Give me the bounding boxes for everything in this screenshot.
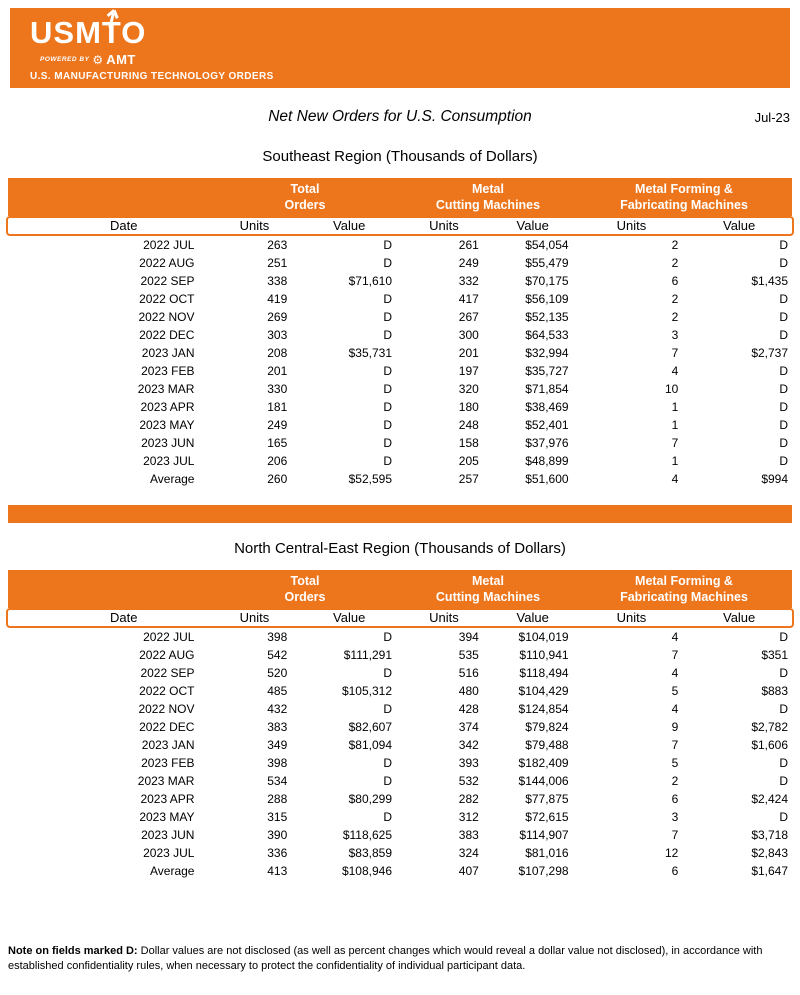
cell-total-units: 413: [267, 864, 288, 878]
powered-by-label: POWERED BY: [40, 56, 90, 63]
cell-cutting-value: $114,907: [519, 828, 569, 842]
group-header-line: Fabricating Machines: [620, 590, 748, 604]
cell-forming-value: D: [779, 774, 789, 788]
cell-total-value: D: [383, 382, 393, 396]
cell-date: Average: [150, 864, 195, 878]
cell-forming-units: 2: [671, 238, 679, 252]
column-header-row: [8, 218, 792, 234]
table-row: [8, 664, 792, 682]
cell-forming-value: D: [779, 292, 789, 306]
cell-cutting-units: 428: [458, 702, 479, 716]
cell-total-units: 208: [267, 346, 288, 360]
table-row: [8, 826, 792, 844]
table-row: [8, 718, 792, 736]
cell-total-units: 383: [267, 720, 288, 734]
cell-forming-units: 7: [671, 648, 679, 662]
group-header-line: Metal: [472, 182, 504, 196]
cell-cutting-value: $71,854: [525, 382, 569, 396]
cell-cutting-units: 249: [458, 256, 479, 270]
cell-total-value: D: [383, 630, 393, 644]
cell-date: 2022 JUL: [143, 238, 195, 252]
group-header-spacer: [8, 178, 210, 216]
column-header-date: Date: [110, 218, 138, 233]
cell-date: 2023 JAN: [141, 346, 195, 360]
cell-cutting-value: $110,941: [519, 648, 569, 662]
cell-forming-units: 6: [671, 864, 679, 878]
southeast-table: [8, 178, 792, 488]
cell-cutting-units: 320: [458, 382, 479, 396]
cell-total-units: 165: [267, 436, 288, 450]
group-header-line: Metal Forming &: [635, 182, 733, 196]
column-header-forming-units: Units: [616, 610, 647, 625]
cell-cutting-units: 393: [458, 756, 479, 770]
cell-cutting-value: $37,976: [525, 436, 569, 450]
usmto-logo-text: USMTO: [30, 15, 147, 50]
column-header-outline: [6, 216, 794, 236]
cell-cutting-units: 407: [458, 864, 479, 878]
group-header-line: Orders: [284, 198, 326, 212]
brand-banner: [10, 8, 790, 88]
cell-total-value: $111,291: [343, 648, 393, 662]
column-header-cutting-value: Value: [516, 610, 549, 625]
table-group-header: [8, 570, 792, 608]
cell-total-value: D: [383, 810, 393, 824]
table-body: [8, 236, 792, 488]
cell-cutting-units: 342: [458, 738, 479, 752]
cell-total-value: D: [383, 256, 393, 270]
table-row: [8, 416, 792, 434]
cell-cutting-units: 197: [458, 364, 479, 378]
cell-cutting-value: $104,019: [518, 630, 569, 644]
cell-total-value: $81,094: [348, 738, 393, 752]
cell-date: 2023 JUN: [141, 436, 195, 450]
disclosure-note-label: Note on fields marked D:: [8, 945, 138, 957]
cell-cutting-value: $64,533: [525, 328, 569, 342]
cell-date: 2023 JAN: [141, 738, 195, 752]
cell-total-units: 206: [267, 454, 288, 468]
table-row: [8, 290, 792, 308]
table-row: [8, 646, 792, 664]
section-separator-bar: [8, 505, 792, 523]
cell-cutting-value: $38,469: [525, 400, 569, 414]
cell-total-value: D: [383, 454, 393, 468]
cell-forming-units: 4: [671, 364, 679, 378]
amt-gear-icon: ⚙: [92, 52, 104, 67]
table-group-header: [8, 178, 792, 216]
group-header-line: Fabricating Machines: [620, 198, 748, 212]
group-header-metal-cutting: [400, 178, 576, 216]
cell-total-value: $71,610: [348, 274, 393, 288]
table-row: [8, 682, 792, 700]
cell-cutting-value: $70,175: [525, 274, 569, 288]
cell-total-value: D: [383, 756, 393, 770]
table-row: [8, 808, 792, 826]
table-row-average: [8, 862, 792, 880]
north-central-east-table: [8, 570, 792, 880]
table-row: [8, 362, 792, 380]
cell-date: 2022 SEP: [140, 666, 195, 680]
group-header-line: Cutting Machines: [435, 198, 541, 212]
cell-date: 2023 FEB: [141, 756, 195, 770]
column-header-total-units: Units: [239, 610, 270, 625]
cell-forming-units: 6: [671, 274, 679, 288]
report-period: Jul-23: [754, 110, 790, 125]
cell-cutting-units: 267: [458, 310, 479, 324]
table-row: [8, 272, 792, 290]
cell-date: 2023 MAR: [137, 382, 195, 396]
cell-date: 2022 DEC: [139, 328, 195, 342]
cell-cutting-units: 324: [458, 846, 479, 860]
group-header-line: Orders: [284, 590, 326, 604]
column-header-date: Date: [110, 610, 138, 625]
cell-date: Average: [150, 472, 195, 486]
cell-total-units: 398: [267, 756, 288, 770]
cell-total-value: D: [383, 702, 393, 716]
cell-cutting-value: $52,135: [525, 310, 569, 324]
cell-forming-value: D: [779, 382, 789, 396]
table-row: [8, 754, 792, 772]
group-header-metal-cutting: [400, 570, 576, 608]
cell-total-value: $105,312: [341, 684, 393, 698]
cell-total-units: 349: [267, 738, 288, 752]
cell-date: 2023 APR: [140, 792, 195, 806]
disclosure-note-text: Dollar values are not disclosed (as well as percent changes which would reveal a dollar value not disclosed), in accordance with established confidentiality rules, when necessary to protect the confidentiality of individual participant data.: [8, 945, 763, 972]
cell-forming-value: D: [779, 810, 789, 824]
table-row: [8, 380, 792, 398]
column-header-outline: [6, 608, 794, 628]
cell-total-units: 542: [267, 648, 288, 662]
cell-forming-value: $1,647: [751, 864, 789, 878]
cell-forming-value: $994: [761, 472, 789, 486]
table-row-average: [8, 470, 792, 488]
column-header-total-value: Value: [333, 610, 366, 625]
cell-total-value: $80,299: [348, 792, 393, 806]
region-title-southeast: Southeast Region (Thousands of Dollars): [262, 148, 538, 165]
cell-cutting-units: 480: [458, 684, 479, 698]
cell-forming-value: D: [779, 400, 789, 414]
cell-cutting-value: $55,479: [525, 256, 569, 270]
cell-total-units: 338: [267, 274, 288, 288]
column-header-forming-value: Value: [722, 218, 756, 233]
cell-total-value: $118,625: [342, 828, 393, 842]
cell-total-value: D: [383, 418, 393, 432]
cell-forming-units: 2: [671, 310, 679, 324]
cell-forming-units: 4: [671, 630, 679, 644]
cell-forming-value: $2,737: [751, 346, 789, 360]
cell-total-units: 398: [267, 630, 288, 644]
cell-forming-value: D: [779, 256, 789, 270]
column-header-cutting-units: Units: [429, 218, 459, 233]
group-header-spacer: [8, 570, 210, 608]
cell-total-value: D: [383, 292, 393, 306]
cell-cutting-value: $144,006: [518, 774, 569, 788]
cell-cutting-value: $72,615: [525, 810, 569, 824]
cell-date: 2023 MAY: [139, 810, 195, 824]
column-header-total-value: Value: [333, 218, 366, 233]
cell-date: 2022 AUG: [139, 648, 195, 662]
cell-forming-value: D: [779, 364, 789, 378]
cell-date: 2022 OCT: [139, 292, 195, 306]
cell-forming-units: 2: [671, 256, 679, 270]
cell-total-units: 269: [267, 310, 288, 324]
cell-cutting-value: $48,899: [525, 454, 569, 468]
table-body: [8, 628, 792, 880]
cell-cutting-value: $77,875: [525, 792, 569, 806]
usmto-logo: [30, 16, 146, 50]
cell-total-units: 181: [267, 400, 288, 414]
column-header-row: [8, 610, 792, 626]
cell-cutting-value: $104,429: [518, 684, 569, 698]
cell-cutting-value: $81,016: [525, 846, 569, 860]
cell-total-value: D: [383, 774, 393, 788]
cell-date: 2023 APR: [140, 400, 195, 414]
cell-forming-value: $2,843: [751, 846, 789, 860]
cell-cutting-value: $79,824: [525, 720, 569, 734]
cell-total-units: 390: [267, 828, 288, 842]
cell-total-units: 336: [267, 846, 288, 860]
table-row: [8, 790, 792, 808]
cell-total-value: $108,946: [341, 864, 393, 878]
cell-total-value: $83,859: [348, 846, 393, 860]
cell-forming-units: 4: [671, 702, 679, 716]
cell-total-units: 485: [267, 684, 288, 698]
table-row: [8, 344, 792, 362]
cell-total-units: 534: [267, 774, 288, 788]
cell-cutting-value: $51,600: [525, 472, 569, 486]
cell-total-units: 315: [267, 810, 288, 824]
cell-total-units: 251: [267, 256, 288, 270]
cell-forming-units: 10: [664, 382, 679, 396]
table-row: [8, 736, 792, 754]
cell-forming-units: 2: [671, 292, 679, 306]
cell-cutting-value: $54,054: [525, 238, 569, 252]
cell-date: 2022 DEC: [139, 720, 195, 734]
cell-cutting-units: 180: [458, 400, 479, 414]
cell-cutting-units: 332: [458, 274, 479, 288]
cell-forming-value: D: [779, 238, 789, 252]
cell-forming-value: D: [779, 328, 789, 342]
group-header-metal-forming: [576, 178, 792, 216]
cell-cutting-value: $107,298: [518, 864, 569, 878]
group-header-metal-forming: [576, 570, 792, 608]
cell-total-units: 303: [267, 328, 288, 342]
column-header-cutting-value: Value: [516, 218, 549, 233]
cell-total-units: 249: [267, 418, 288, 432]
column-header-forming-value: Value: [722, 610, 756, 625]
powered-by-row: [40, 52, 136, 67]
cell-forming-units: 3: [671, 810, 679, 824]
cell-forming-value: $1,606: [751, 738, 789, 752]
group-header-total-orders: [210, 570, 400, 608]
cell-cutting-value: $124,854: [518, 702, 569, 716]
cell-cutting-units: 374: [458, 720, 479, 734]
table-row: [8, 254, 792, 272]
cell-forming-units: 1: [671, 400, 679, 414]
cell-date: 2023 FEB: [141, 364, 195, 378]
cell-cutting-units: 300: [458, 328, 479, 342]
cell-cutting-units: 394: [458, 630, 479, 644]
cell-date: 2022 SEP: [140, 274, 195, 288]
group-header-total-orders: [210, 178, 400, 216]
table-row: [8, 398, 792, 416]
cell-total-units: 432: [267, 702, 288, 716]
cell-total-value: D: [383, 364, 393, 378]
cell-cutting-units: 282: [458, 792, 479, 806]
cell-date: 2023 JUL: [143, 846, 195, 860]
cell-cutting-units: 417: [458, 292, 479, 306]
cell-total-units: 263: [267, 238, 288, 252]
report-title: Net New Orders for U.S. Consumption: [268, 108, 532, 125]
table-row: [8, 308, 792, 326]
cell-forming-units: 7: [671, 738, 679, 752]
cell-date: 2023 MAY: [139, 418, 195, 432]
cell-forming-units: 6: [671, 792, 679, 806]
cell-total-value: D: [383, 436, 393, 450]
cell-total-units: 260: [267, 472, 288, 486]
group-header-line: Total: [290, 574, 320, 588]
cell-total-units: 288: [267, 792, 288, 806]
cell-total-units: 330: [267, 382, 288, 396]
column-header-forming-units: Units: [616, 218, 647, 233]
table-row: [8, 452, 792, 470]
group-header-line: Cutting Machines: [435, 590, 541, 604]
cell-date: 2022 AUG: [139, 256, 195, 270]
cell-forming-value: $2,782: [751, 720, 789, 734]
cell-forming-units: 1: [671, 418, 679, 432]
cell-cutting-value: $182,409: [518, 756, 569, 770]
cell-date: 2022 JUL: [143, 630, 195, 644]
cell-forming-value: $351: [761, 648, 789, 662]
cell-forming-units: 3: [671, 328, 679, 342]
cell-forming-units: 7: [671, 436, 679, 450]
cell-cutting-units: 201: [458, 346, 479, 360]
cell-forming-value: $3,718: [751, 828, 789, 842]
cell-cutting-units: 257: [458, 472, 479, 486]
table-row: [8, 236, 792, 254]
cell-date: 2022 NOV: [138, 702, 195, 716]
cell-cutting-value: $56,109: [525, 292, 569, 306]
cell-total-value: D: [383, 238, 393, 252]
table-row: [8, 772, 792, 790]
cell-forming-value: D: [779, 702, 789, 716]
report-page: [0, 8, 800, 995]
cell-forming-value: D: [779, 630, 789, 644]
cell-date: 2022 OCT: [139, 684, 195, 698]
disclosure-note: [8, 944, 792, 974]
cell-forming-value: $2,424: [751, 792, 789, 806]
cell-total-value: D: [383, 666, 393, 680]
brand-tagline: U.S. MANUFACTURING TECHNOLOGY ORDERS: [30, 71, 274, 82]
cell-forming-units: 4: [671, 472, 679, 486]
cell-cutting-units: 312: [458, 810, 479, 824]
cell-forming-value: D: [779, 756, 789, 770]
cell-total-value: D: [383, 328, 393, 342]
table-row: [8, 628, 792, 646]
column-header-total-units: Units: [239, 218, 270, 233]
group-header-line: Total: [290, 182, 320, 196]
cell-cutting-units: 532: [458, 774, 479, 788]
cell-forming-value: $883: [761, 684, 789, 698]
column-header-cutting-units: Units: [429, 610, 459, 625]
cell-date: 2023 JUN: [141, 828, 195, 842]
cell-cutting-units: 261: [458, 238, 479, 252]
amt-logo-text: AMT: [106, 52, 136, 67]
cell-date: 2023 MAR: [137, 774, 195, 788]
cell-forming-value: D: [779, 436, 789, 450]
cell-forming-value: D: [779, 310, 789, 324]
cell-forming-units: 7: [671, 828, 679, 842]
region-title-north-central-east: North Central-East Region (Thousands of Dollars): [234, 540, 566, 557]
cell-forming-value: D: [779, 666, 789, 680]
cell-cutting-units: 383: [458, 828, 479, 842]
cell-cutting-value: $32,994: [525, 346, 569, 360]
cell-forming-units: 12: [664, 846, 679, 860]
cell-total-value: $82,607: [348, 720, 393, 734]
cell-cutting-value: $79,488: [525, 738, 569, 752]
table-row: [8, 844, 792, 862]
cell-date: 2022 NOV: [138, 310, 195, 324]
cell-cutting-units: 535: [458, 648, 479, 662]
cell-total-units: 419: [267, 292, 288, 306]
cell-date: 2023 JUL: [143, 454, 195, 468]
table-row: [8, 434, 792, 452]
group-header-line: Metal: [472, 574, 504, 588]
cell-forming-units: 4: [671, 666, 679, 680]
cell-forming-units: 5: [671, 756, 679, 770]
table-row: [8, 700, 792, 718]
cell-forming-units: 9: [671, 720, 679, 734]
cell-cutting-units: 205: [458, 454, 479, 468]
cell-total-units: 201: [267, 364, 288, 378]
group-header-line: Metal Forming &: [635, 574, 733, 588]
cell-total-value: $35,731: [348, 346, 393, 360]
cell-forming-value: D: [779, 454, 789, 468]
cell-forming-units: 7: [671, 346, 679, 360]
cell-cutting-units: 248: [458, 418, 479, 432]
cell-cutting-value: $35,727: [525, 364, 569, 378]
cell-total-units: 520: [267, 666, 288, 680]
cell-cutting-value: $118,494: [519, 666, 569, 680]
cell-total-value: D: [383, 310, 393, 324]
cell-cutting-units: 158: [458, 436, 479, 450]
cell-total-value: $52,595: [348, 472, 393, 486]
cell-total-value: D: [383, 400, 393, 414]
cell-cutting-value: $52,401: [525, 418, 569, 432]
table-row: [8, 326, 792, 344]
title-row: [10, 108, 790, 126]
cell-forming-units: 1: [671, 454, 679, 468]
cell-forming-units: 5: [671, 684, 679, 698]
cell-forming-value: $1,435: [751, 274, 789, 288]
cell-forming-value: D: [779, 418, 789, 432]
cell-cutting-units: 516: [458, 666, 479, 680]
cell-forming-units: 2: [671, 774, 679, 788]
